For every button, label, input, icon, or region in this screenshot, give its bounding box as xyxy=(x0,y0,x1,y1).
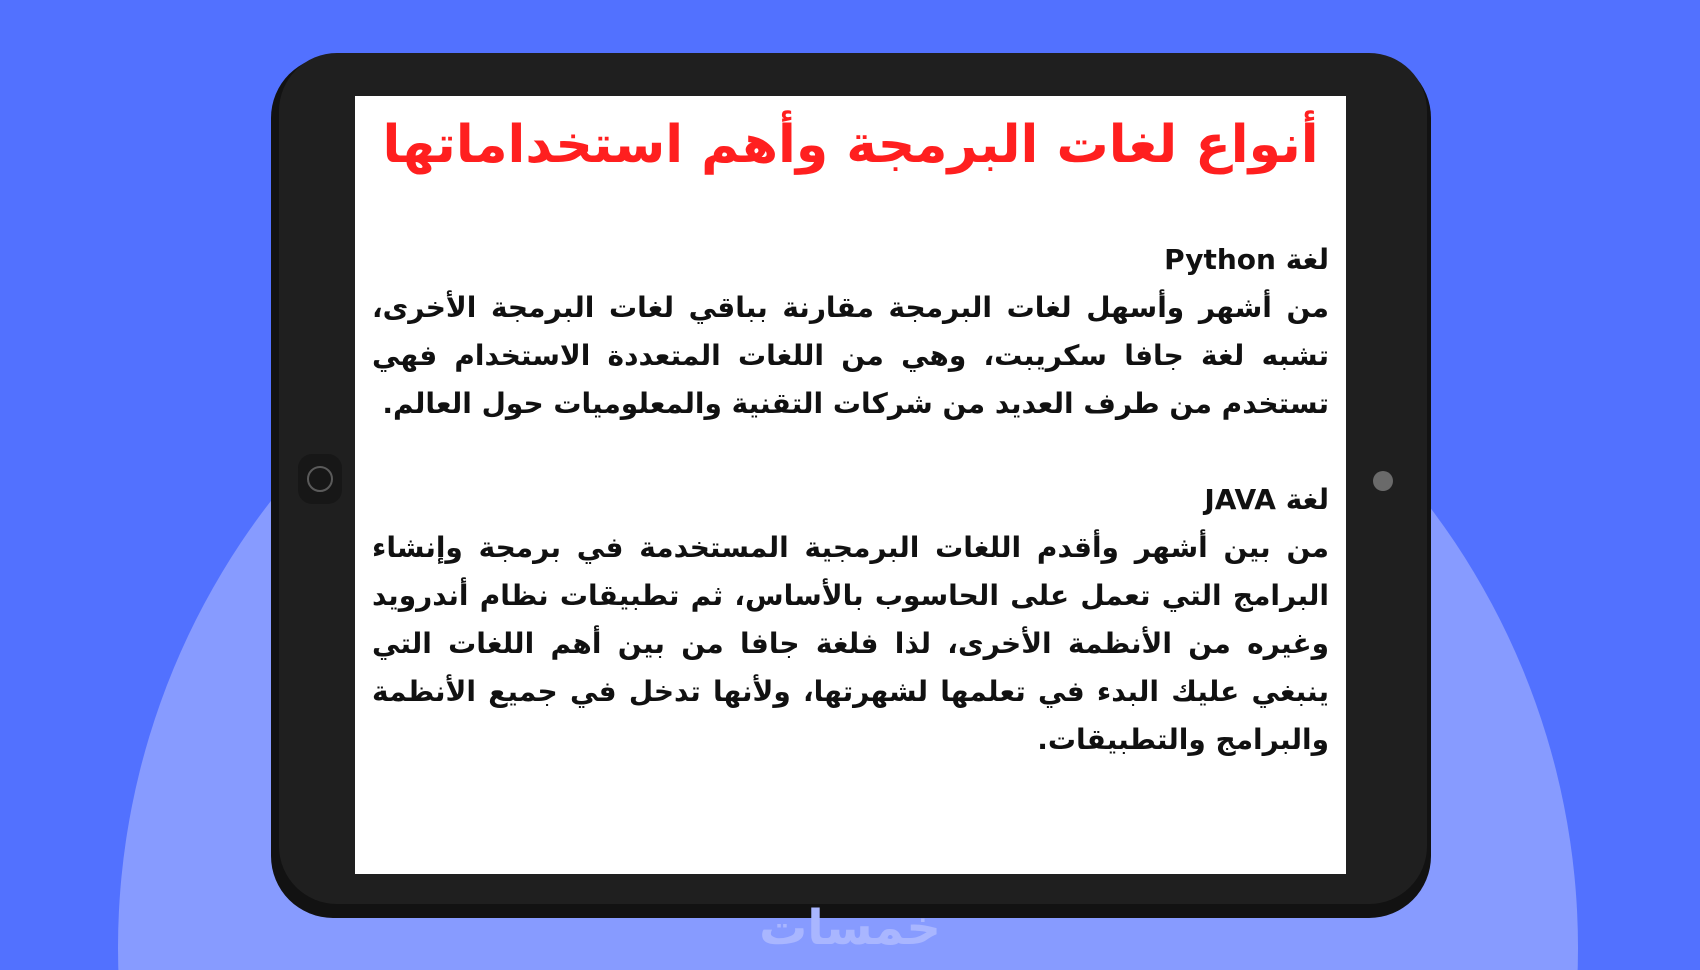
camera-icon xyxy=(1373,471,1393,491)
section-heading: لغة Python xyxy=(1164,243,1329,276)
article-content xyxy=(372,236,1329,812)
section-python xyxy=(372,236,1329,428)
watermark-logo: خمسات xyxy=(759,900,941,956)
section-heading: لغة JAVA xyxy=(1204,483,1329,516)
home-ring-icon xyxy=(307,466,333,492)
home-button-icon xyxy=(298,454,342,504)
section-java xyxy=(372,476,1329,764)
section-body: من أشهر وأسهل لغات البرمجة مقارنة بباقي لغات البرمجة الأخرى، تشبه لغة جافا سكريبت، وهي من اللغات المتعددة الاستخدام فهي تستخدم من طرف العديد من شركات التقنية والمعلوميات حول العالم. xyxy=(372,291,1329,420)
page-title: أنواع لغات البرمجة وأهم استخداماتها xyxy=(382,115,1319,175)
section-body: من بين أشهر وأقدم اللغات البرمجية المستخدمة في برمجة وإنشاء البرامج التي تعمل على الحاسوب بالأساس، ثم تطبيقات نظام أندرويد وغيره من الأنظمة الأخرى، لذا فلغة جافا من بين أهم اللغات التي ينبغي عليك البدء في تعلمها لشهرتها، ولأنها تدخل في جميع الأنظمة والبرامج والتطبيقات. xyxy=(372,531,1329,756)
tablet-screen xyxy=(355,96,1346,874)
